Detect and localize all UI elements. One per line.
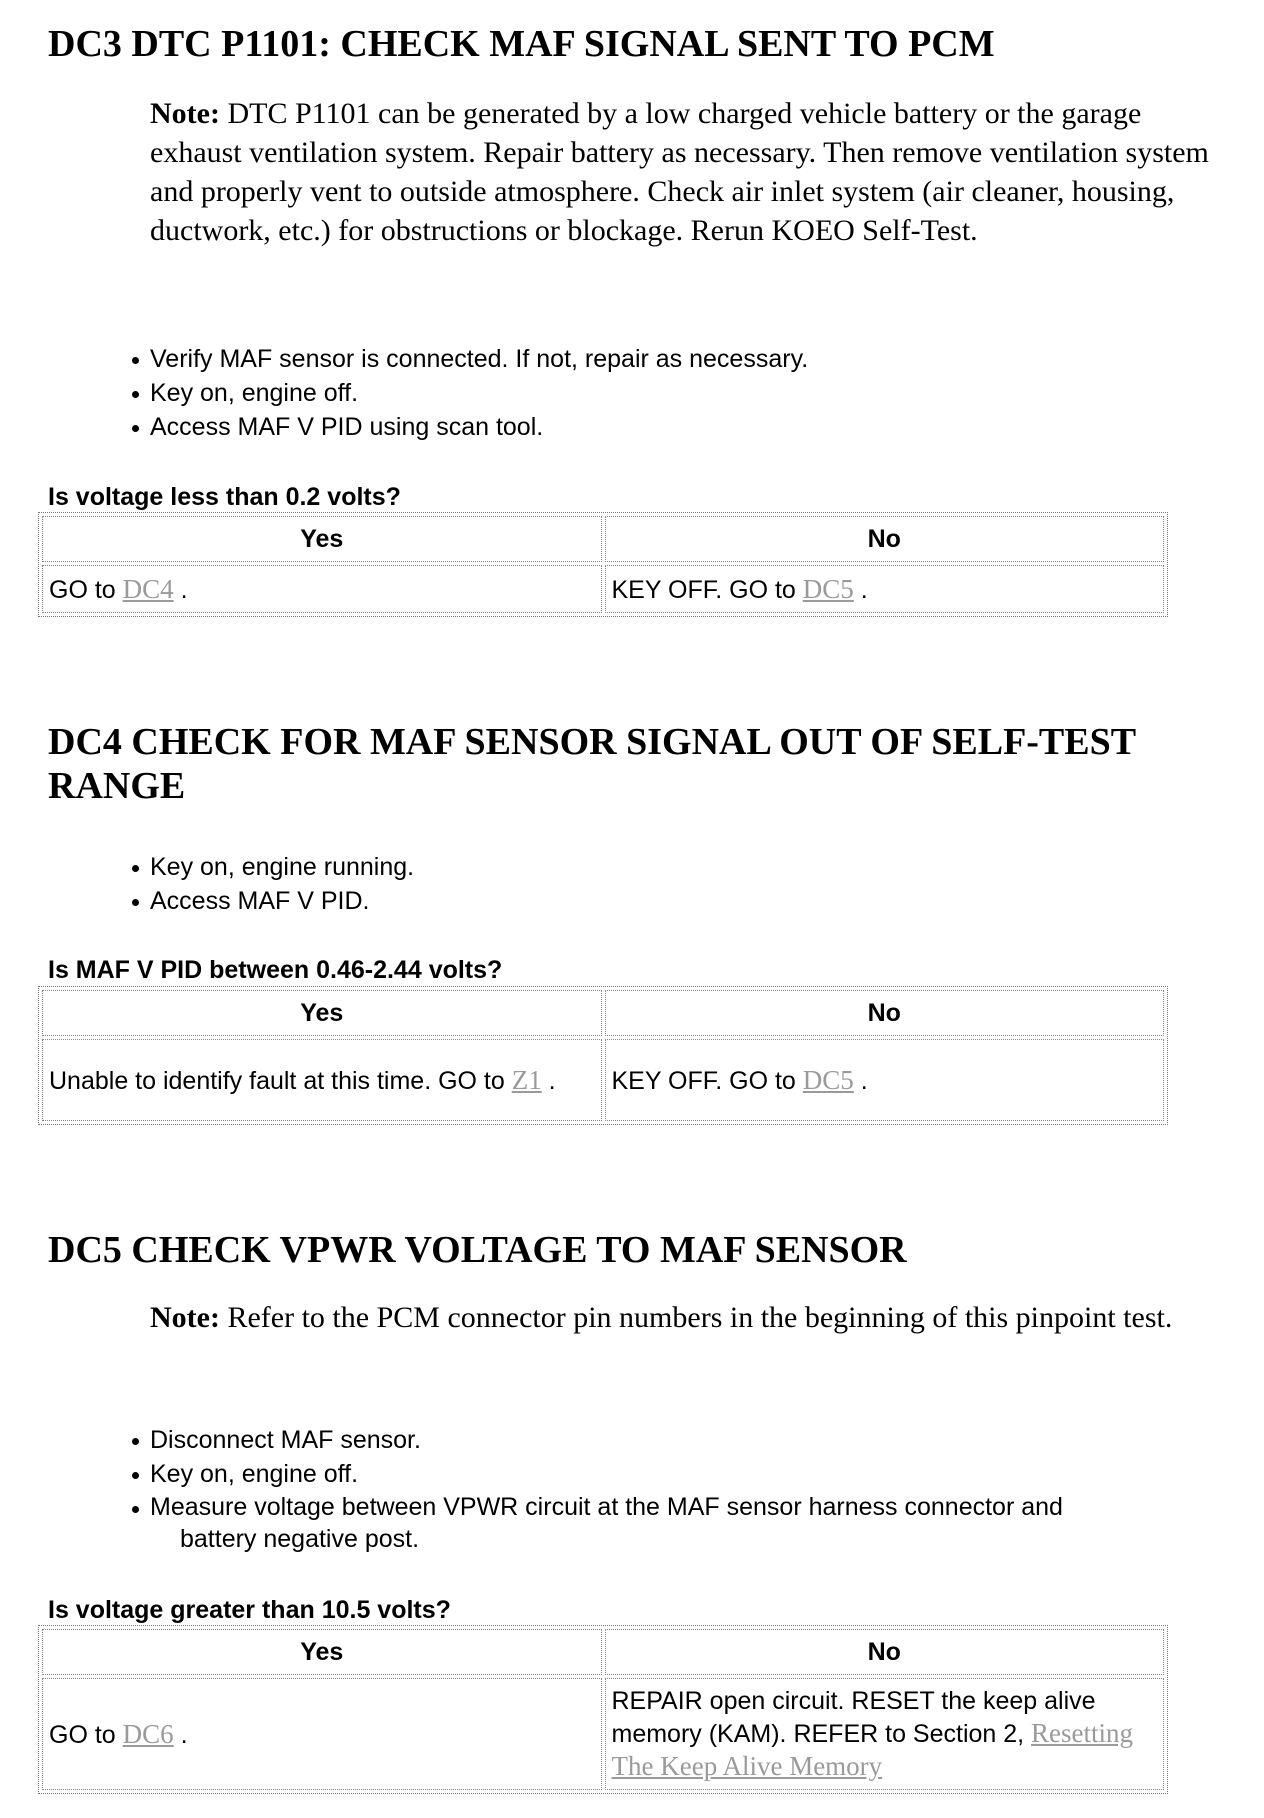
list-item: Access MAF V PID using scan tool.: [128, 410, 1208, 444]
yes-header: Yes: [42, 516, 602, 562]
yes-cell: GO to DC6 .: [42, 1678, 602, 1790]
note-label: Note:: [150, 97, 220, 130]
steps-list: [128, 1423, 1208, 1555]
link-dc5[interactable]: DC5: [802, 1064, 854, 1095]
list-item: Key on, engine running.: [128, 850, 1208, 884]
yes-no-table: [38, 1625, 1168, 1794]
list-item: Verify MAF sensor is connected. If not, repair as necessary.: [128, 342, 1208, 376]
yes-no-table: [38, 986, 1168, 1125]
note-label: Note:: [150, 1301, 220, 1334]
no-cell: KEY OFF. GO to DC5 .: [605, 1039, 1165, 1121]
section-title: DC4 CHECK FOR MAF SENSOR SIGNAL OUT OF SELF-TEST RANGE: [48, 721, 1136, 807]
no-header: No: [605, 516, 1165, 562]
list-item: Access MAF V PID.: [128, 884, 1208, 918]
list-item: Key on, engine off.: [128, 376, 1208, 410]
yes-cell: GO to DC4 .: [42, 565, 602, 613]
question: Is MAF V PID between 0.46-2.44 volts?: [48, 956, 503, 984]
question: Is voltage less than 0.2 volts?: [48, 483, 401, 511]
no-cell: KEY OFF. GO to DC5 .: [605, 565, 1165, 613]
yes-cell: Unable to identify fault at this time. GO to Z1 .: [42, 1039, 602, 1121]
yes-no-table: [38, 512, 1168, 617]
link-dc5[interactable]: DC5: [802, 573, 854, 604]
link-dc6[interactable]: DC6: [122, 1718, 174, 1749]
yes-header: Yes: [42, 1629, 602, 1675]
list-item: Disconnect MAF sensor.: [128, 1423, 1208, 1457]
list-item: Key on, engine off.: [128, 1457, 1208, 1491]
yes-header: Yes: [42, 990, 602, 1036]
note: [150, 1298, 1240, 1337]
link-z1[interactable]: Z1: [511, 1064, 542, 1095]
note: [150, 94, 1240, 250]
steps-list: [128, 342, 1208, 444]
question: Is voltage greater than 10.5 volts?: [48, 1596, 451, 1624]
link-reset-kam[interactable]: Resetting The Keep Alive Memory: [611, 1718, 1134, 1781]
note-text: Refer to the PCM connector pin numbers in the beginning of this pinpoint test.: [219, 1301, 1173, 1334]
section-title: DC3 DTC P1101: CHECK MAF SIGNAL SENT TO PCM: [48, 23, 995, 65]
section-title: DC5 CHECK VPWR VOLTAGE TO MAF SENSOR: [48, 1229, 907, 1271]
list-item: Measure voltage between VPWR circuit at the MAF sensor harness connector and battery negative post.: [128, 1491, 1208, 1555]
note-text: DTC P1101 can be generated by a low charged vehicle battery or the garage exhaust ventilation system. Repair battery as necessary. Then remove ventilation system and properly vent to outside atmosphere. Check air inlet system (air cleaner, housing, ductwork, etc.) for obstructions or blockage. Rerun KOEO Self-Test.: [150, 97, 1209, 247]
no-header: No: [605, 1629, 1165, 1675]
steps-list: [128, 850, 1208, 918]
no-cell: REPAIR open circuit. RESET the keep alive memory (KAM). REFER to Section 2, Resetting The Keep Alive Memory: [605, 1678, 1165, 1790]
no-header: No: [605, 990, 1165, 1036]
link-dc4[interactable]: DC4: [122, 573, 174, 604]
